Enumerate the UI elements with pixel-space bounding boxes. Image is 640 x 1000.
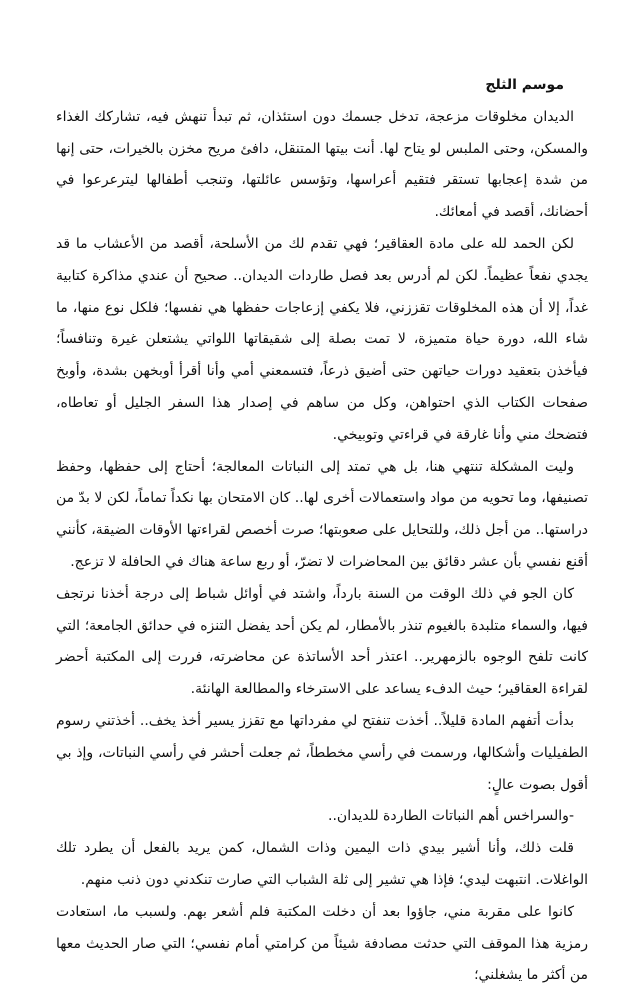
paragraph-7: قلت ذلك، وأنا أشير بيدي ذات اليمين وذات الشمال، كمن يريد بالفعل أن يطرد تلك الواغلات. انتبهت ليدي؛ فإذا هي تشير إلى ثلة الشباب التي صارت تنكدني دون ذنب منهم. (56, 840, 588, 888)
paragraph-4: كان الجو في ذلك الوقت من السنة بارداً، واشتد في أوائل شباط إلى درجة أخذنا نرتجف فيها، والسماء متلبدة بالغيوم تنذر بالأمطار، لم يكن أحد يفضل التنزه في حدائق الجامعة؛ التي كانت تلفح الوجوه بالزمهرير.. اعتذر أحد الأساتذة عن محاضرته، فررت إلى المكتبة أحضر لقراءة العقاقير؛ حيث الدفء يساعد على الاسترخاء والمطالعة الهانئة. (56, 585, 588, 698)
paragraph-3: وليت المشكلة تنتهي هنا، بل هي تمتد إلى النباتات المعالجة؛ أحتاج إلى حفظها، وحفظ تصنيفها، وما تحويه من مواد واستعمالات أخرى لها.. كان الامتحان بها نكداً تماماً، لكن لا بدّ من دراستها.. من أجل ذلك، وللتحايل على صعوبتها؛ صرت أخصص لقراءتها الأوقات الضيقة، كأنني أقنع نفسي بأن عشر دقائق بين المحاضرات لا تضرّ، أو ربع ساعة هناك في الحافلة لا تزعج. (56, 458, 588, 570)
paragraph-1: الديدان مخلوقات مزعجة، تدخل جسمك دون استئذان، ثم تبدأ تنهش فيه، تشاركك الغذاء والمسكن، وحتى الملبس لو يتاح لها. أنت بيتها المتنقل، دافئ مريح مخزن بالخيرات، حتى إنها من شدة إعجابها تستقر فتقيم أعراسها، وتؤسس عائلتها، وتنجب أطفالها ليترعرعوا في أحضانك، أقصد في أمعائك. (56, 108, 588, 221)
paragraph-8: كانوا على مقربة مني، جاؤوا بعد أن دخلت المكتبة فلم أشعر بهم. ولسبب ما، استعادت رمزية هذا الموقف التي حدثت مصادفة شيئاً من كرامتي أمام نفسي؛ التي صار الحديث معها من أكثر ما يشغلني؛ (56, 903, 588, 984)
page-title: موسم الثلج (485, 77, 564, 93)
paragraph-6-dialogue: -والسراخس أهم النباتات الطاردة للديدان.. (328, 808, 574, 825)
paragraph-2: لكن الحمد لله على مادة العقاقير؛ فهي تقدم لك من الأسلحة، أقصد من الأعشاب ما قد يجدي نفعاً عظيماً. لكن لم أدرس بعد فصل طاردات الديدان.. صحيح أن عندي مذاكرة كتابية غداً، إلا أن هذه المخلوقات تقززني، فلا يكفي إزعاجات حفظها هي نفسها؛ فلكل نوع منها، ما شاء الله، دورة حياة متميزة، لا تمت بصلة إلى شقيقاتها اللواتي يشتعلن غيرة وتنافساً؛ فيأخذن بتعقيد دورات حياتهن حتى أضيق ذرعاً، فتسمعني أمي وأنا أقرأ أوبخهن بشدة، وأوبخ صفحات الكتاب الذي احتواهن، وكل من ساهم في إصدار هذا السفر الجليل أو تعاطاه، فتضحك مني وأنا غارقة في قراءتي وتوبيخي. (56, 235, 588, 443)
document-page (56, 70, 588, 992)
paragraph-5: بدأت أتفهم المادة قليلاً.. أخذت تنفتح لي مفرداتها مع تقزز يسير أخذ يخف.. أخذتني رسوم الطفيليات وأشكالها، ورسمت في رأسي مخططاً، ثم جعلت أحشر في رأسي النباتات، وإذ بي أقول بصوت عالٍ: (56, 712, 588, 793)
